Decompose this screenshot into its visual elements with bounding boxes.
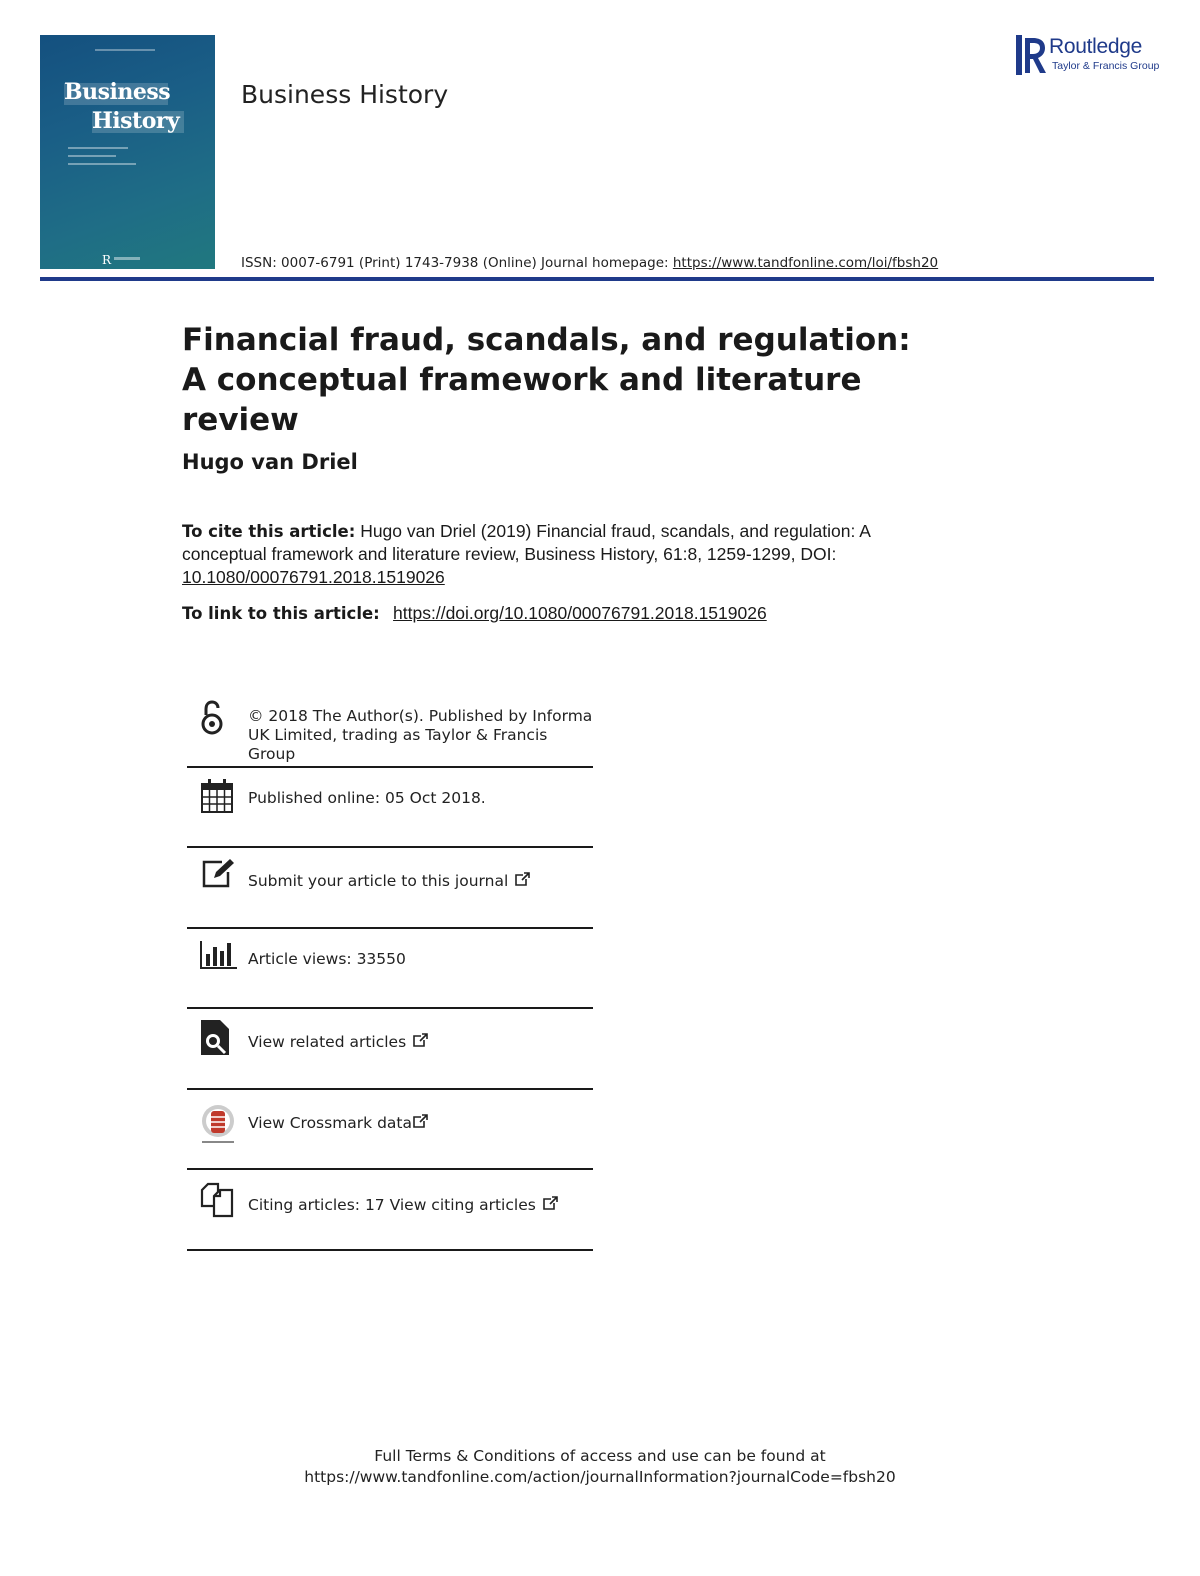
- external-link-icon: [542, 1196, 558, 1211]
- search-document-icon: [200, 1019, 232, 1057]
- citing-articles-row[interactable]: [187, 1178, 593, 1248]
- article-link-label: To link to this article:: [182, 604, 380, 623]
- crossmark-row[interactable]: [187, 1098, 593, 1168]
- cover-decoration: [68, 147, 128, 149]
- citing-articles-icon: [200, 1182, 236, 1218]
- citing-articles-link[interactable]: Citing articles: 17 View citing articles: [248, 1196, 558, 1215]
- row-divider: [187, 1249, 593, 1251]
- license-row: [187, 700, 593, 764]
- article-doi-url[interactable]: https://doi.org/10.1080/00076791.2018.1519026: [393, 603, 767, 623]
- citation-doi-link[interactable]: 10.1080/00076791.2018.1519026: [182, 567, 445, 587]
- row-divider: [187, 1168, 593, 1170]
- cover-decoration: [95, 49, 155, 51]
- citation-label: To cite this article:: [182, 522, 356, 541]
- cover-title-line-1: Business: [64, 79, 171, 105]
- publisher-subtitle: Taylor & Francis Group: [1052, 60, 1160, 72]
- license-text: © 2018 The Author(s). Published by Informa UK Limited, trading as Taylor & Francis Group: [248, 707, 593, 763]
- open-access-icon: [200, 700, 224, 736]
- row-divider: [187, 846, 593, 848]
- terms-footer: [0, 1446, 1200, 1488]
- published-row: [187, 776, 593, 844]
- edit-icon: [200, 858, 236, 890]
- journal-title: Business History: [241, 80, 449, 109]
- terms-url-link[interactable]: https://www.tandfonline.com/action/journalInformation?journalCode=fbsh20: [304, 1468, 896, 1486]
- article-author: Hugo van Driel: [182, 450, 358, 474]
- cover-decoration: [68, 163, 136, 165]
- calendar-icon: [200, 778, 234, 814]
- row-divider: [187, 927, 593, 929]
- issn-line: [241, 255, 938, 271]
- issn-text: ISSN: 0007-6791 (Print) 1743-7938 (Online) Journal homepage:: [241, 255, 669, 271]
- published-online-text: Published online: 05 Oct 2018.: [248, 789, 486, 807]
- article-title: Financial fraud, scandals, and regulation: A conceptual framework and literature review: [182, 322, 911, 438]
- article-link-line: [182, 603, 767, 624]
- external-link-icon: [412, 1033, 428, 1048]
- row-divider: [187, 1007, 593, 1009]
- citation-text: Hugo van Driel (2019) Financial fraud, scandals, and regulation: A conceptual framework and literature review, Business History, 61:8, 1259-1299, DOI:: [182, 521, 870, 564]
- crossmark-link[interactable]: View Crossmark data: [248, 1114, 428, 1133]
- journal-homepage-link[interactable]: https://www.tandfonline.com/loi/fbsh20: [672, 255, 939, 271]
- header-divider: [40, 277, 1154, 281]
- related-articles-row[interactable]: [187, 1017, 593, 1087]
- submit-article-link[interactable]: Submit your article to this journal: [248, 872, 530, 891]
- row-divider: [187, 1088, 593, 1090]
- related-articles-link[interactable]: View related articles: [248, 1033, 428, 1052]
- cover-decoration: [68, 155, 116, 157]
- citation-block: [182, 520, 922, 589]
- bar-chart-icon: [200, 940, 238, 970]
- terms-text: Full Terms & Conditions of access and use can be found at: [374, 1447, 826, 1465]
- journal-cover-image: [40, 35, 215, 269]
- article-views-row: [187, 937, 593, 1005]
- cover-publisher-mark: R: [102, 253, 112, 267]
- submit-article-row[interactable]: [187, 856, 593, 926]
- external-link-icon: [412, 1114, 428, 1129]
- routledge-logo-icon: [1016, 35, 1046, 75]
- publisher-name: Routledge: [1049, 35, 1143, 58]
- cover-title-line-2: History: [92, 108, 180, 134]
- external-link-icon: [514, 872, 530, 887]
- cover-decoration: [114, 257, 140, 260]
- crossmark-icon: [200, 1103, 236, 1145]
- row-divider: [187, 766, 593, 768]
- article-views-text: Article views: 33550: [248, 950, 406, 968]
